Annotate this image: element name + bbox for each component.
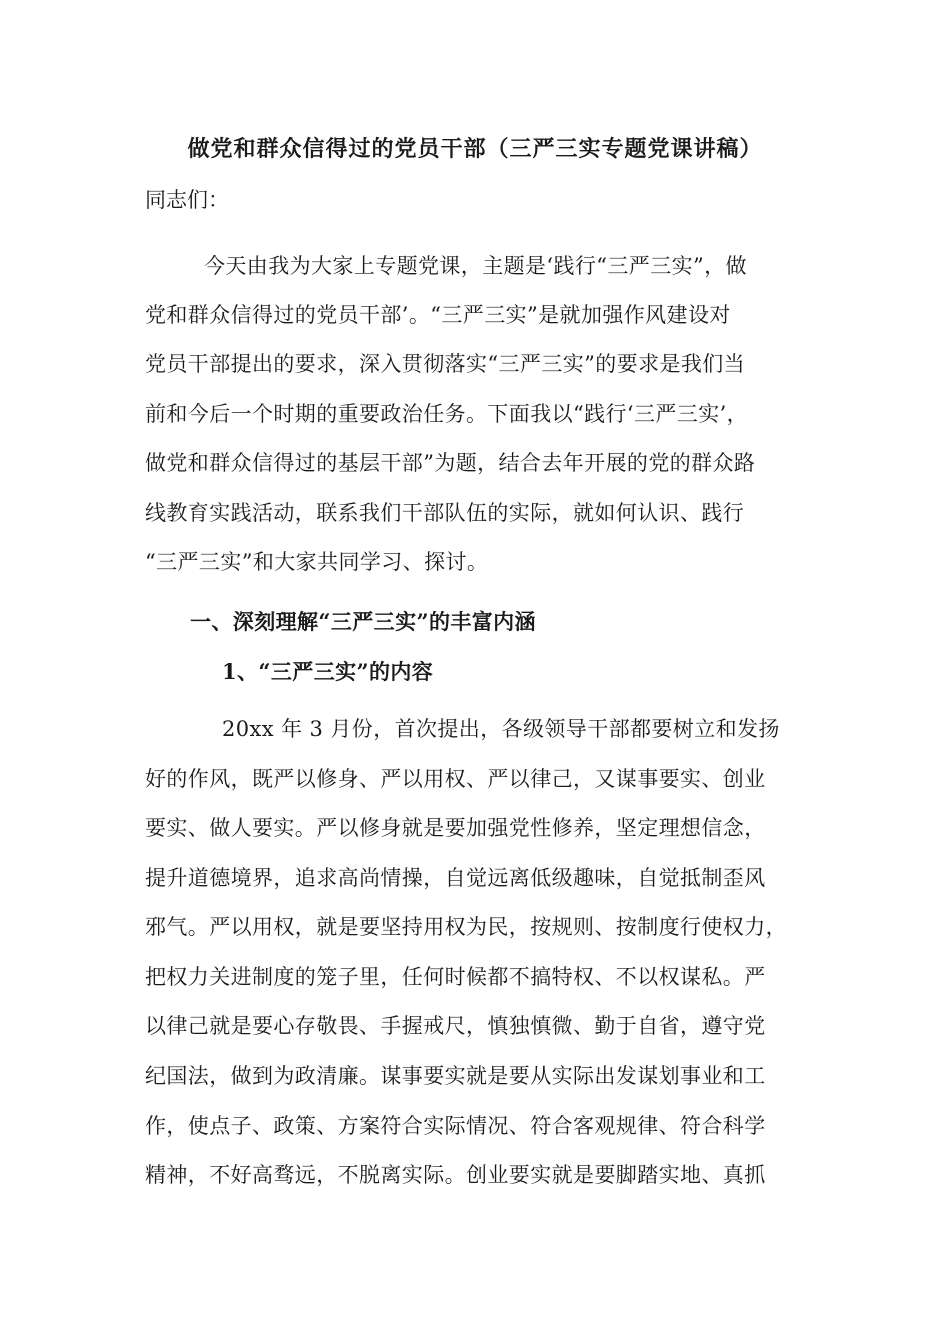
paragraph-line: 把权力关进制度的笼子里，任何时候都不搞特权、不以权谋私。严 bbox=[145, 965, 766, 989]
section-heading: 一、深刻理解“三严三实”的丰富内涵 bbox=[190, 609, 536, 634]
subsection-heading: 1、“三严三实”的内容 bbox=[222, 659, 434, 684]
paragraph-line: 纪国法，做到为政清廉。谋事要实就是要从实际出发谋划事业和工 bbox=[145, 1064, 766, 1088]
paragraph-line: 今天由我为大家上专题党课，主题是‘践行“三严三实”，做 bbox=[204, 254, 747, 278]
paragraph-line: 党员干部提出的要求，深入贯彻落实“三严三实”的要求是我们当 bbox=[145, 352, 746, 376]
paragraph-line: 提升道德境界，追求高尚情操，自觉远离低级趣味，自觉抵制歪风 bbox=[145, 866, 766, 890]
paragraph-line: 做党和群众信得过的基层干部”为题，结合去年开展的党的群众路 bbox=[145, 451, 756, 475]
paragraph-line: 好的作风，既严以修身、严以用权、严以律己，又谋事要实、创业 bbox=[145, 767, 766, 791]
paragraph-line: 以律己就是要心存敬畏、手握戒尺，慎独慎微、勤于自省，遵守党 bbox=[145, 1014, 766, 1038]
paragraph-line: 20xx 年 3 月份，首次提出，各级领导干部都要树立和发扬 bbox=[222, 717, 780, 741]
paragraph-line: 作，使点子、政策、方案符合实际情况、符合客观规律、符合科学 bbox=[145, 1114, 766, 1138]
paragraph-line: 精神，不好高骛远，不脱离实际。创业要实就是要脚踏实地、真抓 bbox=[145, 1163, 766, 1187]
paragraph-line: 党和群众信得过的党员干部’。“三严三实”是就加强作风建设对 bbox=[145, 303, 731, 327]
paragraph-line: 邪气。严以用权，就是要坚持用权为民，按规则、按制度行使权力， bbox=[145, 915, 787, 939]
paragraph-line: 线教育实践活动，联系我们干部队伍的实际，就如何认识、践行 bbox=[145, 501, 745, 525]
paragraph-line: 要实、做人要实。严以修身就是要加强党性修养，坚定理想信念， bbox=[145, 816, 766, 840]
paragraph-line: “三严三实”和大家共同学习、探讨。 bbox=[145, 550, 489, 574]
paragraph-line: 前和今后一个时期的重要政治任务。下面我以“践行‘三严三实’， bbox=[145, 402, 749, 426]
salutation: 同志们： bbox=[145, 188, 229, 212]
document-title: 做党和群众信得过的党员干部（三严三实专题党课讲稿） bbox=[187, 136, 763, 162]
